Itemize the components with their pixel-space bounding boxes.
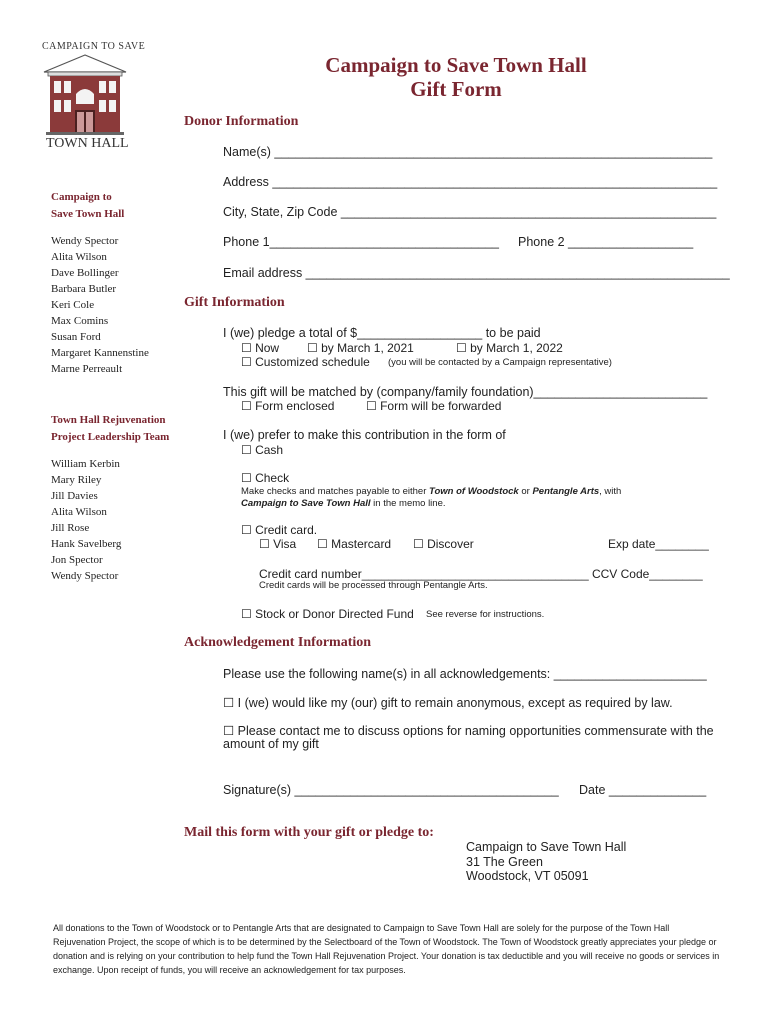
leadership-heading-line1: Town Hall Rejuvenation bbox=[51, 414, 166, 426]
town-of-woodstock-text: Town of Woodstock bbox=[429, 486, 519, 497]
names-field[interactable]: Name(s) _______________________________________________________________ bbox=[223, 145, 713, 159]
naming-opportunities-text: amount of my gift bbox=[223, 737, 319, 751]
exp-date-field[interactable]: Exp date________ bbox=[608, 537, 709, 551]
leadership-member: Jill Davies bbox=[51, 490, 98, 502]
now-checkbox[interactable]: ☐ Now bbox=[241, 341, 280, 355]
check-payable-note-line1 bbox=[241, 486, 621, 497]
check-note-text: or bbox=[518, 486, 533, 497]
city-state-zip-field[interactable]: City, State, Zip Code ______________________________________________________ bbox=[223, 205, 717, 219]
address-field[interactable]: Address ________________________________________________________________ bbox=[223, 175, 718, 189]
check-note-text: in the memo line. bbox=[370, 498, 446, 509]
credit-card-checkbox[interactable]: ☐ Credit card. bbox=[241, 523, 318, 537]
pledge-amount-field[interactable]: I (we) pledge a total of $__________________ to be paid bbox=[223, 326, 541, 340]
form-title: Campaign to Save Town Hall bbox=[325, 53, 587, 77]
leadership-member: Jon Spector bbox=[51, 554, 103, 566]
mail-address-line2: 31 The Green bbox=[466, 855, 543, 869]
leadership-member: Wendy Spector bbox=[51, 570, 119, 582]
date-field[interactable]: Date ______________ bbox=[579, 783, 707, 797]
campaign-member: Keri Cole bbox=[51, 299, 95, 311]
mastercard-checkbox[interactable]: ☐ Mastercard bbox=[317, 537, 392, 551]
memo-campaign-text: Campaign to Save Town Hall bbox=[241, 498, 371, 509]
gift-info-heading: Gift Information bbox=[184, 295, 285, 310]
form-enclosed-checkbox[interactable]: ☐ Form enclosed bbox=[241, 399, 335, 413]
customized-schedule-checkbox[interactable]: ☐ Customized schedule bbox=[241, 355, 370, 369]
campaign-member: Alita Wilson bbox=[51, 251, 107, 263]
form-forwarded-checkbox[interactable]: ☐ Form will be forwarded bbox=[366, 399, 502, 413]
check-checkbox[interactable]: ☐ Check bbox=[241, 471, 290, 485]
payment-form-label: I (we) prefer to make this contribution in the form of bbox=[223, 428, 506, 442]
campaign-member: Susan Ford bbox=[51, 331, 101, 343]
credit-card-number-field[interactable]: Credit card number__________________________________ CCV Code________ bbox=[259, 567, 703, 581]
email-field[interactable]: Email address _____________________________________________________________ bbox=[223, 266, 730, 280]
donor-info-heading: Donor Information bbox=[184, 114, 299, 129]
mail-heading: Mail this form with your gift or pledge to: bbox=[184, 825, 434, 840]
phone1-field[interactable]: Phone 1_________________________________ bbox=[223, 235, 499, 249]
by-2021-checkbox[interactable]: ☐ by March 1, 2021 bbox=[307, 341, 414, 355]
mail-address-line1: Campaign to Save Town Hall bbox=[466, 840, 627, 854]
custom-schedule-note: (you will be contacted by a Campaign representative) bbox=[388, 357, 612, 368]
discover-checkbox[interactable]: ☐ Discover bbox=[413, 537, 474, 551]
leadership-member: Alita Wilson bbox=[51, 506, 107, 518]
naming-opportunities-checkbox[interactable]: ☐ Please contact me to discuss options for naming opportunities commensurate with the bbox=[223, 724, 714, 738]
check-note-text: Make checks and matches payable to either bbox=[241, 486, 429, 497]
cash-checkbox[interactable]: ☐ Cash bbox=[241, 443, 284, 457]
campaign-member: Dave Bollinger bbox=[51, 267, 119, 279]
check-note-text: , with bbox=[599, 486, 622, 497]
logo-bottom-text: TOWN HALL bbox=[46, 136, 129, 151]
acknowledgement-heading: Acknowledgement Information bbox=[184, 635, 372, 650]
credit-card-note: Credit cards will be processed through Pentangle Arts. bbox=[259, 580, 488, 591]
leadership-member: Hank Savelberg bbox=[51, 538, 122, 550]
campaign-member: Marne Perreault bbox=[51, 363, 123, 375]
campaign-member: Max Comins bbox=[51, 315, 109, 327]
check-payable-note-line2 bbox=[241, 498, 446, 509]
campaign-member: Barbara Butler bbox=[51, 283, 117, 295]
sidebar-leadership-team bbox=[51, 412, 169, 584]
campaign-member: Wendy Spector bbox=[51, 235, 119, 247]
phone2-field[interactable]: Phone 2 __________________ bbox=[518, 235, 694, 249]
town-hall-logo-image bbox=[40, 52, 130, 136]
stock-fund-note: See reverse for instructions. bbox=[426, 609, 545, 620]
campaign-heading-line1: Campaign to bbox=[51, 191, 112, 203]
footer-disclaimer: All donations to the Town of Woodstock or to Pentangle Arts that are designated to Campaign to Save Town Hall are solely for the purpose of the Town Hall Rejuvenation Project, the scope of which is to be determined by the Selectboard of the Town of Woodstock. The Town of Woodstock greatly appreciates your pledge or donation and is relying on your contribution to help fund the Town Hall Rejuvenation Project. Your donation is tax deductible and you will receive no goods or services in exchange. Upon receipt of funds, you will receive an acknowledgement for tax purposes. bbox=[53, 923, 720, 975]
leadership-member: Mary Riley bbox=[51, 474, 102, 486]
pentangle-arts-text: Pentangle Arts bbox=[532, 486, 600, 497]
stock-fund-checkbox[interactable]: ☐ Stock or Donor Directed Fund bbox=[241, 607, 414, 621]
sidebar-campaign-committee bbox=[51, 189, 149, 377]
leadership-heading-line2: Project Leadership Team bbox=[51, 431, 170, 443]
matched-by-field[interactable]: This gift will be matched by (company/family foundation)_________________________ bbox=[223, 385, 708, 399]
by-2022-checkbox[interactable]: ☐ by March 1, 2022 bbox=[456, 341, 563, 355]
anonymous-checkbox[interactable]: ☐ I (we) would like my (our) gift to remain anonymous, except as required by law. bbox=[223, 696, 673, 710]
mail-address-line3: Woodstock, VT 05091 bbox=[466, 869, 589, 883]
leadership-member: William Kerbin bbox=[51, 458, 120, 470]
campaign-member: Margaret Kannenstine bbox=[51, 347, 149, 359]
acknowledgement-names-field[interactable]: Please use the following name(s) in all acknowledgements: ______________________ bbox=[223, 667, 707, 681]
campaign-heading-line2: Save Town Hall bbox=[51, 208, 125, 220]
leadership-member: Jill Rose bbox=[51, 522, 90, 534]
form-subtitle: Gift Form bbox=[410, 77, 502, 101]
logo-top-text: CAMPAIGN TO SAVE bbox=[42, 41, 146, 52]
visa-checkbox[interactable]: ☐ Visa bbox=[259, 537, 297, 551]
signature-field[interactable]: Signature(s) ______________________________________ bbox=[223, 783, 559, 797]
